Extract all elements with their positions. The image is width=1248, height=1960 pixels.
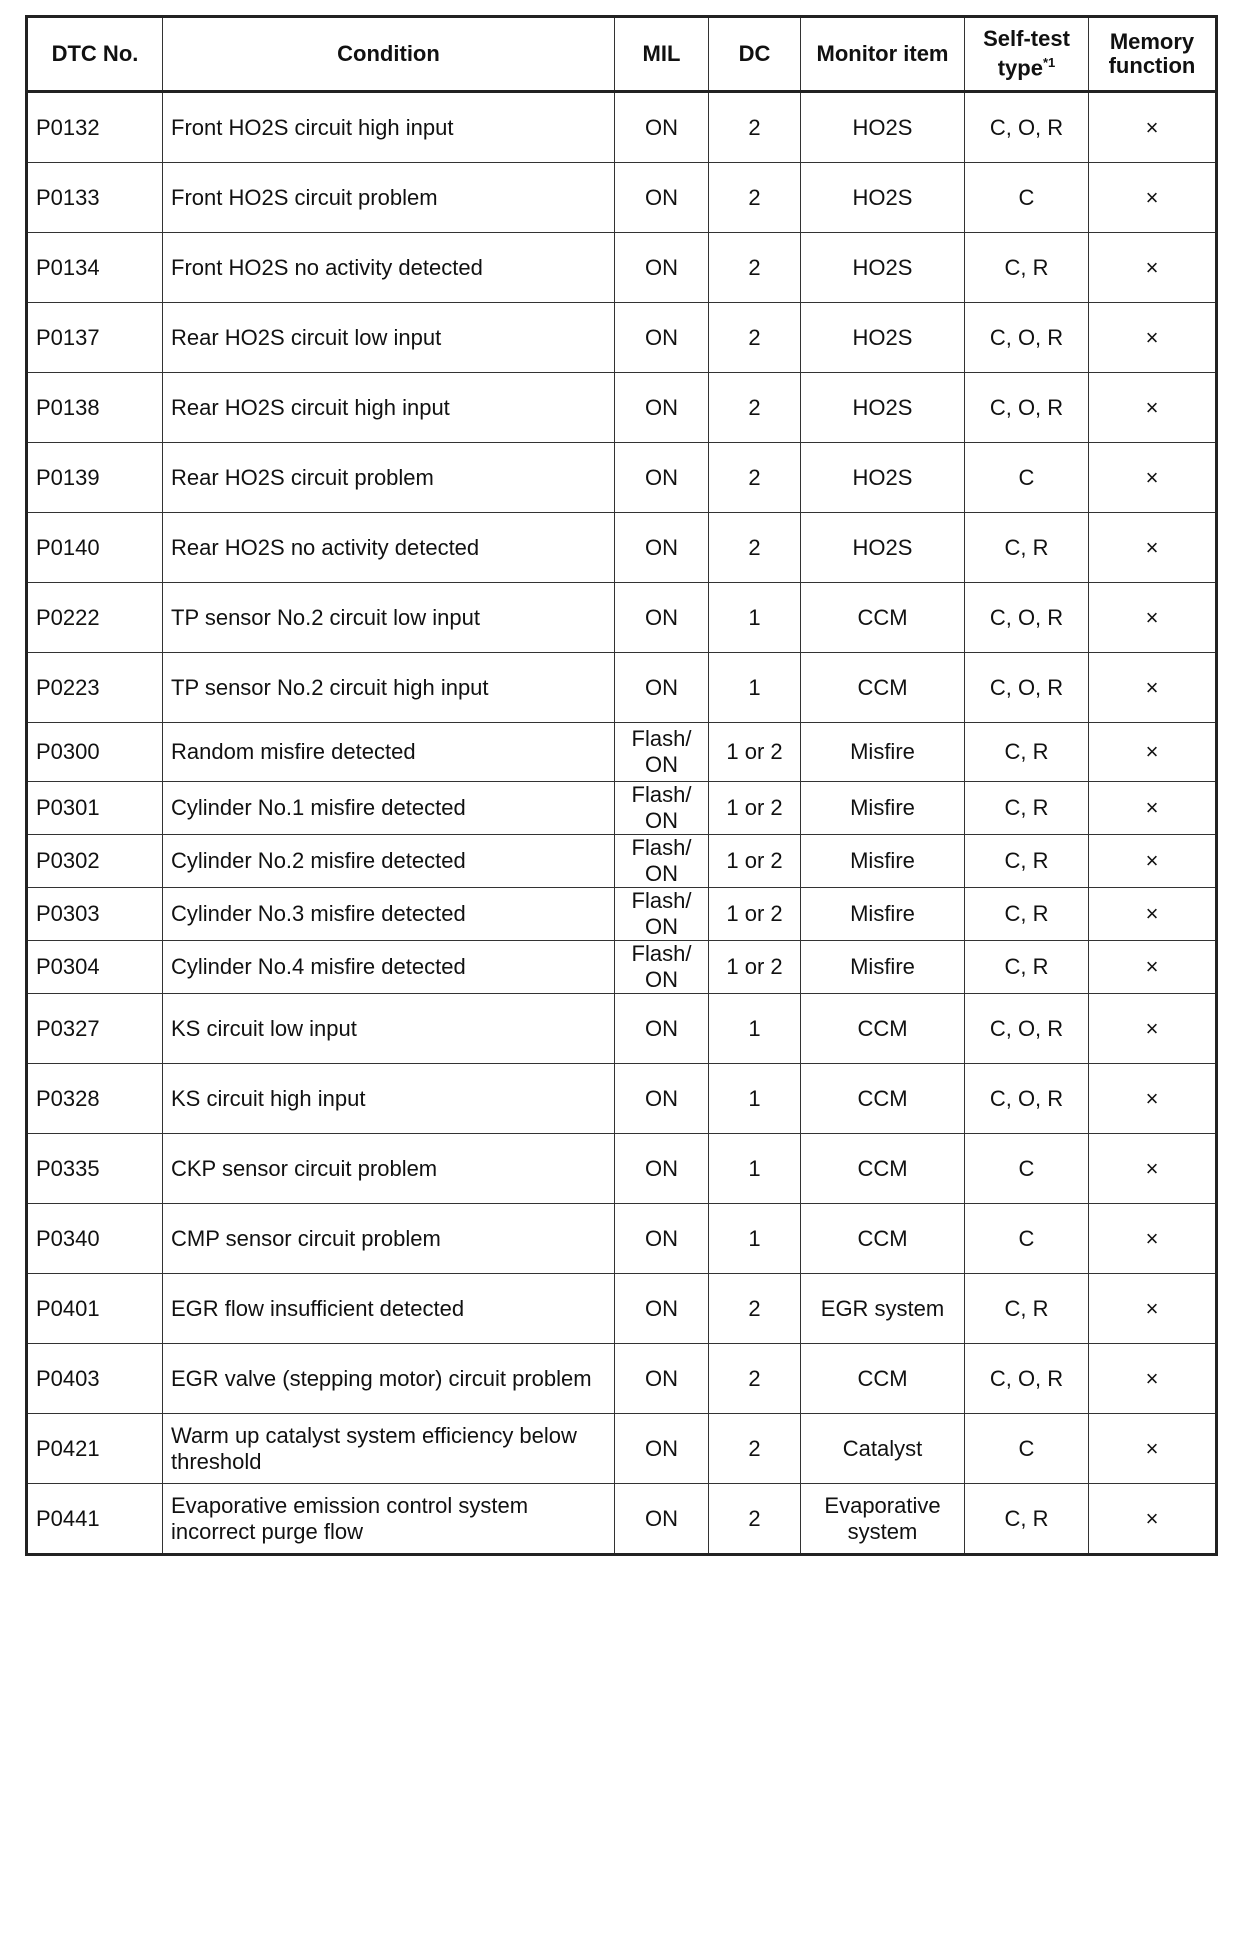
mil-cell: Flash/ ON (615, 941, 709, 994)
selftest-type-cell: C, O, R (965, 994, 1089, 1064)
dc-cell: 1 or 2 (709, 888, 801, 941)
mil-cell: ON (615, 163, 709, 233)
dtc-table (25, 15, 1218, 1556)
mil-cell: ON (615, 583, 709, 653)
table-row (27, 373, 1217, 443)
header-dtc: DTC No. (27, 17, 163, 92)
mil-cell: ON (615, 1064, 709, 1134)
dtc-code-cell: P0301 (27, 782, 163, 835)
dtc-code-cell: P0421 (27, 1414, 163, 1484)
condition-cell: TP sensor No.2 circuit high input (163, 653, 615, 723)
condition-cell: Front HO2S circuit high input (163, 92, 615, 163)
selftest-type-cell: C, R (965, 941, 1089, 994)
table-row (27, 653, 1217, 723)
dc-cell: 1 or 2 (709, 723, 801, 782)
header-memory: Memory function (1089, 17, 1217, 92)
condition-cell: KS circuit high input (163, 1064, 615, 1134)
mil-cell: ON (615, 303, 709, 373)
header-mil: MIL (615, 17, 709, 92)
dc-cell: 2 (709, 443, 801, 513)
table-row (27, 513, 1217, 583)
condition-cell: Rear HO2S circuit high input (163, 373, 615, 443)
mil-cell: ON (615, 1414, 709, 1484)
memory-function-cell: × (1089, 994, 1217, 1064)
mil-cell: ON (615, 1344, 709, 1414)
table-row (27, 303, 1217, 373)
dtc-code-cell: P0304 (27, 941, 163, 994)
selftest-type-cell: C, O, R (965, 1344, 1089, 1414)
mil-cell: ON (615, 653, 709, 723)
memory-function-cell: × (1089, 1274, 1217, 1344)
monitor-item-cell: Misfire (801, 723, 965, 782)
selftest-type-cell: C, R (965, 835, 1089, 888)
monitor-item-cell: Catalyst (801, 1414, 965, 1484)
table-row (27, 782, 1217, 835)
memory-function-cell: × (1089, 443, 1217, 513)
condition-cell: Cylinder No.2 misfire detected (163, 835, 615, 888)
dtc-code-cell: P0140 (27, 513, 163, 583)
memory-function-cell: × (1089, 835, 1217, 888)
dtc-code-cell: P0335 (27, 1134, 163, 1204)
table-row (27, 163, 1217, 233)
condition-cell: EGR flow insufficient detected (163, 1274, 615, 1344)
memory-function-cell: × (1089, 163, 1217, 233)
monitor-item-cell: EGR system (801, 1274, 965, 1344)
monitor-item-cell: Misfire (801, 941, 965, 994)
selftest-type-cell: C, R (965, 1274, 1089, 1344)
condition-cell: Random misfire detected (163, 723, 615, 782)
table-row (27, 583, 1217, 653)
table-row (27, 1414, 1217, 1484)
condition-cell: Cylinder No.3 misfire detected (163, 888, 615, 941)
table-row (27, 1274, 1217, 1344)
selftest-type-cell: C (965, 1134, 1089, 1204)
dtc-code-cell: P0328 (27, 1064, 163, 1134)
condition-cell: Front HO2S circuit problem (163, 163, 615, 233)
memory-function-cell: × (1089, 888, 1217, 941)
dc-cell: 1 (709, 1204, 801, 1274)
mil-cell: ON (615, 994, 709, 1064)
mil-cell: ON (615, 1134, 709, 1204)
dtc-code-cell: P0403 (27, 1344, 163, 1414)
selftest-type-cell: C, R (965, 723, 1089, 782)
dtc-code-cell: P0327 (27, 994, 163, 1064)
dc-cell: 2 (709, 1414, 801, 1484)
table-body (27, 92, 1217, 1555)
condition-cell: Rear HO2S circuit problem (163, 443, 615, 513)
condition-cell: Cylinder No.1 misfire detected (163, 782, 615, 835)
selftest-type-cell: C, O, R (965, 303, 1089, 373)
dtc-code-cell: P0139 (27, 443, 163, 513)
dtc-code-cell: P0302 (27, 835, 163, 888)
selftest-type-cell: C, R (965, 1484, 1089, 1555)
monitor-item-cell: Evaporative system (801, 1484, 965, 1555)
condition-cell: Evaporative emission control system incorrect purge flow (163, 1484, 615, 1555)
monitor-item-cell: HO2S (801, 373, 965, 443)
monitor-item-cell: HO2S (801, 443, 965, 513)
condition-cell: Rear HO2S circuit low input (163, 303, 615, 373)
condition-cell: Warm up catalyst system efficiency below threshold (163, 1414, 615, 1484)
header-condition: Condition (163, 17, 615, 92)
memory-function-cell: × (1089, 941, 1217, 994)
monitor-item-cell: CCM (801, 994, 965, 1064)
selftest-type-cell: C, R (965, 888, 1089, 941)
table-header-row (27, 17, 1217, 92)
selftest-type-cell: C, R (965, 513, 1089, 583)
monitor-item-cell: HO2S (801, 233, 965, 303)
dtc-code-cell: P0133 (27, 163, 163, 233)
memory-function-cell: × (1089, 513, 1217, 583)
dtc-code-cell: P0340 (27, 1204, 163, 1274)
monitor-item-cell: HO2S (801, 92, 965, 163)
table-row (27, 723, 1217, 782)
mil-cell: ON (615, 1204, 709, 1274)
memory-function-cell: × (1089, 653, 1217, 723)
monitor-item-cell: HO2S (801, 163, 965, 233)
header-monitor: Monitor item (801, 17, 965, 92)
monitor-item-cell: Misfire (801, 835, 965, 888)
memory-function-cell: × (1089, 1134, 1217, 1204)
condition-cell: Cylinder No.4 misfire detected (163, 941, 615, 994)
selftest-type-cell: C (965, 1204, 1089, 1274)
dc-cell: 1 (709, 653, 801, 723)
condition-cell: EGR valve (stepping motor) circuit problem (163, 1344, 615, 1414)
table-row (27, 443, 1217, 513)
selftest-type-cell: C (965, 163, 1089, 233)
mil-cell: ON (615, 373, 709, 443)
table-row (27, 941, 1217, 994)
table-row (27, 1134, 1217, 1204)
dc-cell: 1 or 2 (709, 835, 801, 888)
mil-cell: ON (615, 92, 709, 163)
mil-cell: Flash/ ON (615, 723, 709, 782)
monitor-item-cell: CCM (801, 1204, 965, 1274)
dtc-code-cell: P0300 (27, 723, 163, 782)
condition-cell: KS circuit low input (163, 994, 615, 1064)
monitor-item-cell: CCM (801, 653, 965, 723)
mil-cell: ON (615, 1274, 709, 1344)
dc-cell: 2 (709, 1344, 801, 1414)
header-selftest-footnote: *1 (1042, 55, 1056, 71)
memory-function-cell: × (1089, 92, 1217, 163)
mil-cell: ON (615, 1484, 709, 1555)
dtc-code-cell: P0137 (27, 303, 163, 373)
dc-cell: 1 (709, 1064, 801, 1134)
dc-cell: 2 (709, 373, 801, 443)
selftest-type-cell: C, O, R (965, 653, 1089, 723)
dc-cell: 1 (709, 583, 801, 653)
memory-function-cell: × (1089, 583, 1217, 653)
memory-function-cell: × (1089, 373, 1217, 443)
dc-cell: 1 or 2 (709, 941, 801, 994)
header-selftest-label: Self-test type (983, 26, 1070, 81)
selftest-type-cell: C (965, 443, 1089, 513)
selftest-type-cell: C, O, R (965, 1064, 1089, 1134)
memory-function-cell: × (1089, 1344, 1217, 1414)
table-row (27, 994, 1217, 1064)
table-row (27, 1344, 1217, 1414)
monitor-item-cell: CCM (801, 1064, 965, 1134)
dc-cell: 1 (709, 1134, 801, 1204)
mil-cell: ON (615, 513, 709, 583)
header-selftest (965, 17, 1089, 92)
dc-cell: 2 (709, 163, 801, 233)
mil-cell: Flash/ ON (615, 835, 709, 888)
condition-cell: CMP sensor circuit problem (163, 1204, 615, 1274)
mil-cell: ON (615, 443, 709, 513)
dtc-code-cell: P0441 (27, 1484, 163, 1555)
dc-cell: 2 (709, 233, 801, 303)
monitor-item-cell: HO2S (801, 303, 965, 373)
mil-cell: Flash/ ON (615, 782, 709, 835)
memory-function-cell: × (1089, 1204, 1217, 1274)
condition-cell: CKP sensor circuit problem (163, 1134, 615, 1204)
monitor-item-cell: CCM (801, 1134, 965, 1204)
selftest-type-cell: C (965, 1414, 1089, 1484)
dc-cell: 2 (709, 303, 801, 373)
memory-function-cell: × (1089, 723, 1217, 782)
table-row (27, 1484, 1217, 1555)
dtc-code-cell: P0401 (27, 1274, 163, 1344)
condition-cell: Rear HO2S no activity detected (163, 513, 615, 583)
dc-cell: 2 (709, 513, 801, 583)
mil-cell: ON (615, 233, 709, 303)
dtc-code-cell: P0138 (27, 373, 163, 443)
memory-function-cell: × (1089, 233, 1217, 303)
header-dc: DC (709, 17, 801, 92)
selftest-type-cell: C, O, R (965, 92, 1089, 163)
memory-function-cell: × (1089, 1064, 1217, 1134)
monitor-item-cell: CCM (801, 1344, 965, 1414)
condition-cell: TP sensor No.2 circuit low input (163, 583, 615, 653)
monitor-item-cell: Misfire (801, 782, 965, 835)
monitor-item-cell: HO2S (801, 513, 965, 583)
selftest-type-cell: C, O, R (965, 583, 1089, 653)
table-row (27, 835, 1217, 888)
memory-function-cell: × (1089, 1484, 1217, 1555)
dc-cell: 2 (709, 1274, 801, 1344)
dtc-code-cell: P0132 (27, 92, 163, 163)
condition-cell: Front HO2S no activity detected (163, 233, 615, 303)
table-row (27, 233, 1217, 303)
monitor-item-cell: CCM (801, 583, 965, 653)
dc-cell: 2 (709, 1484, 801, 1555)
table-row (27, 1064, 1217, 1134)
mil-cell: Flash/ ON (615, 888, 709, 941)
table-row (27, 92, 1217, 163)
dtc-code-cell: P0303 (27, 888, 163, 941)
dtc-code-cell: P0134 (27, 233, 163, 303)
selftest-type-cell: C, O, R (965, 373, 1089, 443)
table-row (27, 888, 1217, 941)
dc-cell: 1 (709, 994, 801, 1064)
selftest-type-cell: C, R (965, 782, 1089, 835)
memory-function-cell: × (1089, 1414, 1217, 1484)
dtc-code-cell: P0222 (27, 583, 163, 653)
dc-cell: 2 (709, 92, 801, 163)
table-row (27, 1204, 1217, 1274)
dtc-code-cell: P0223 (27, 653, 163, 723)
memory-function-cell: × (1089, 303, 1217, 373)
dc-cell: 1 or 2 (709, 782, 801, 835)
memory-function-cell: × (1089, 782, 1217, 835)
monitor-item-cell: Misfire (801, 888, 965, 941)
selftest-type-cell: C, R (965, 233, 1089, 303)
